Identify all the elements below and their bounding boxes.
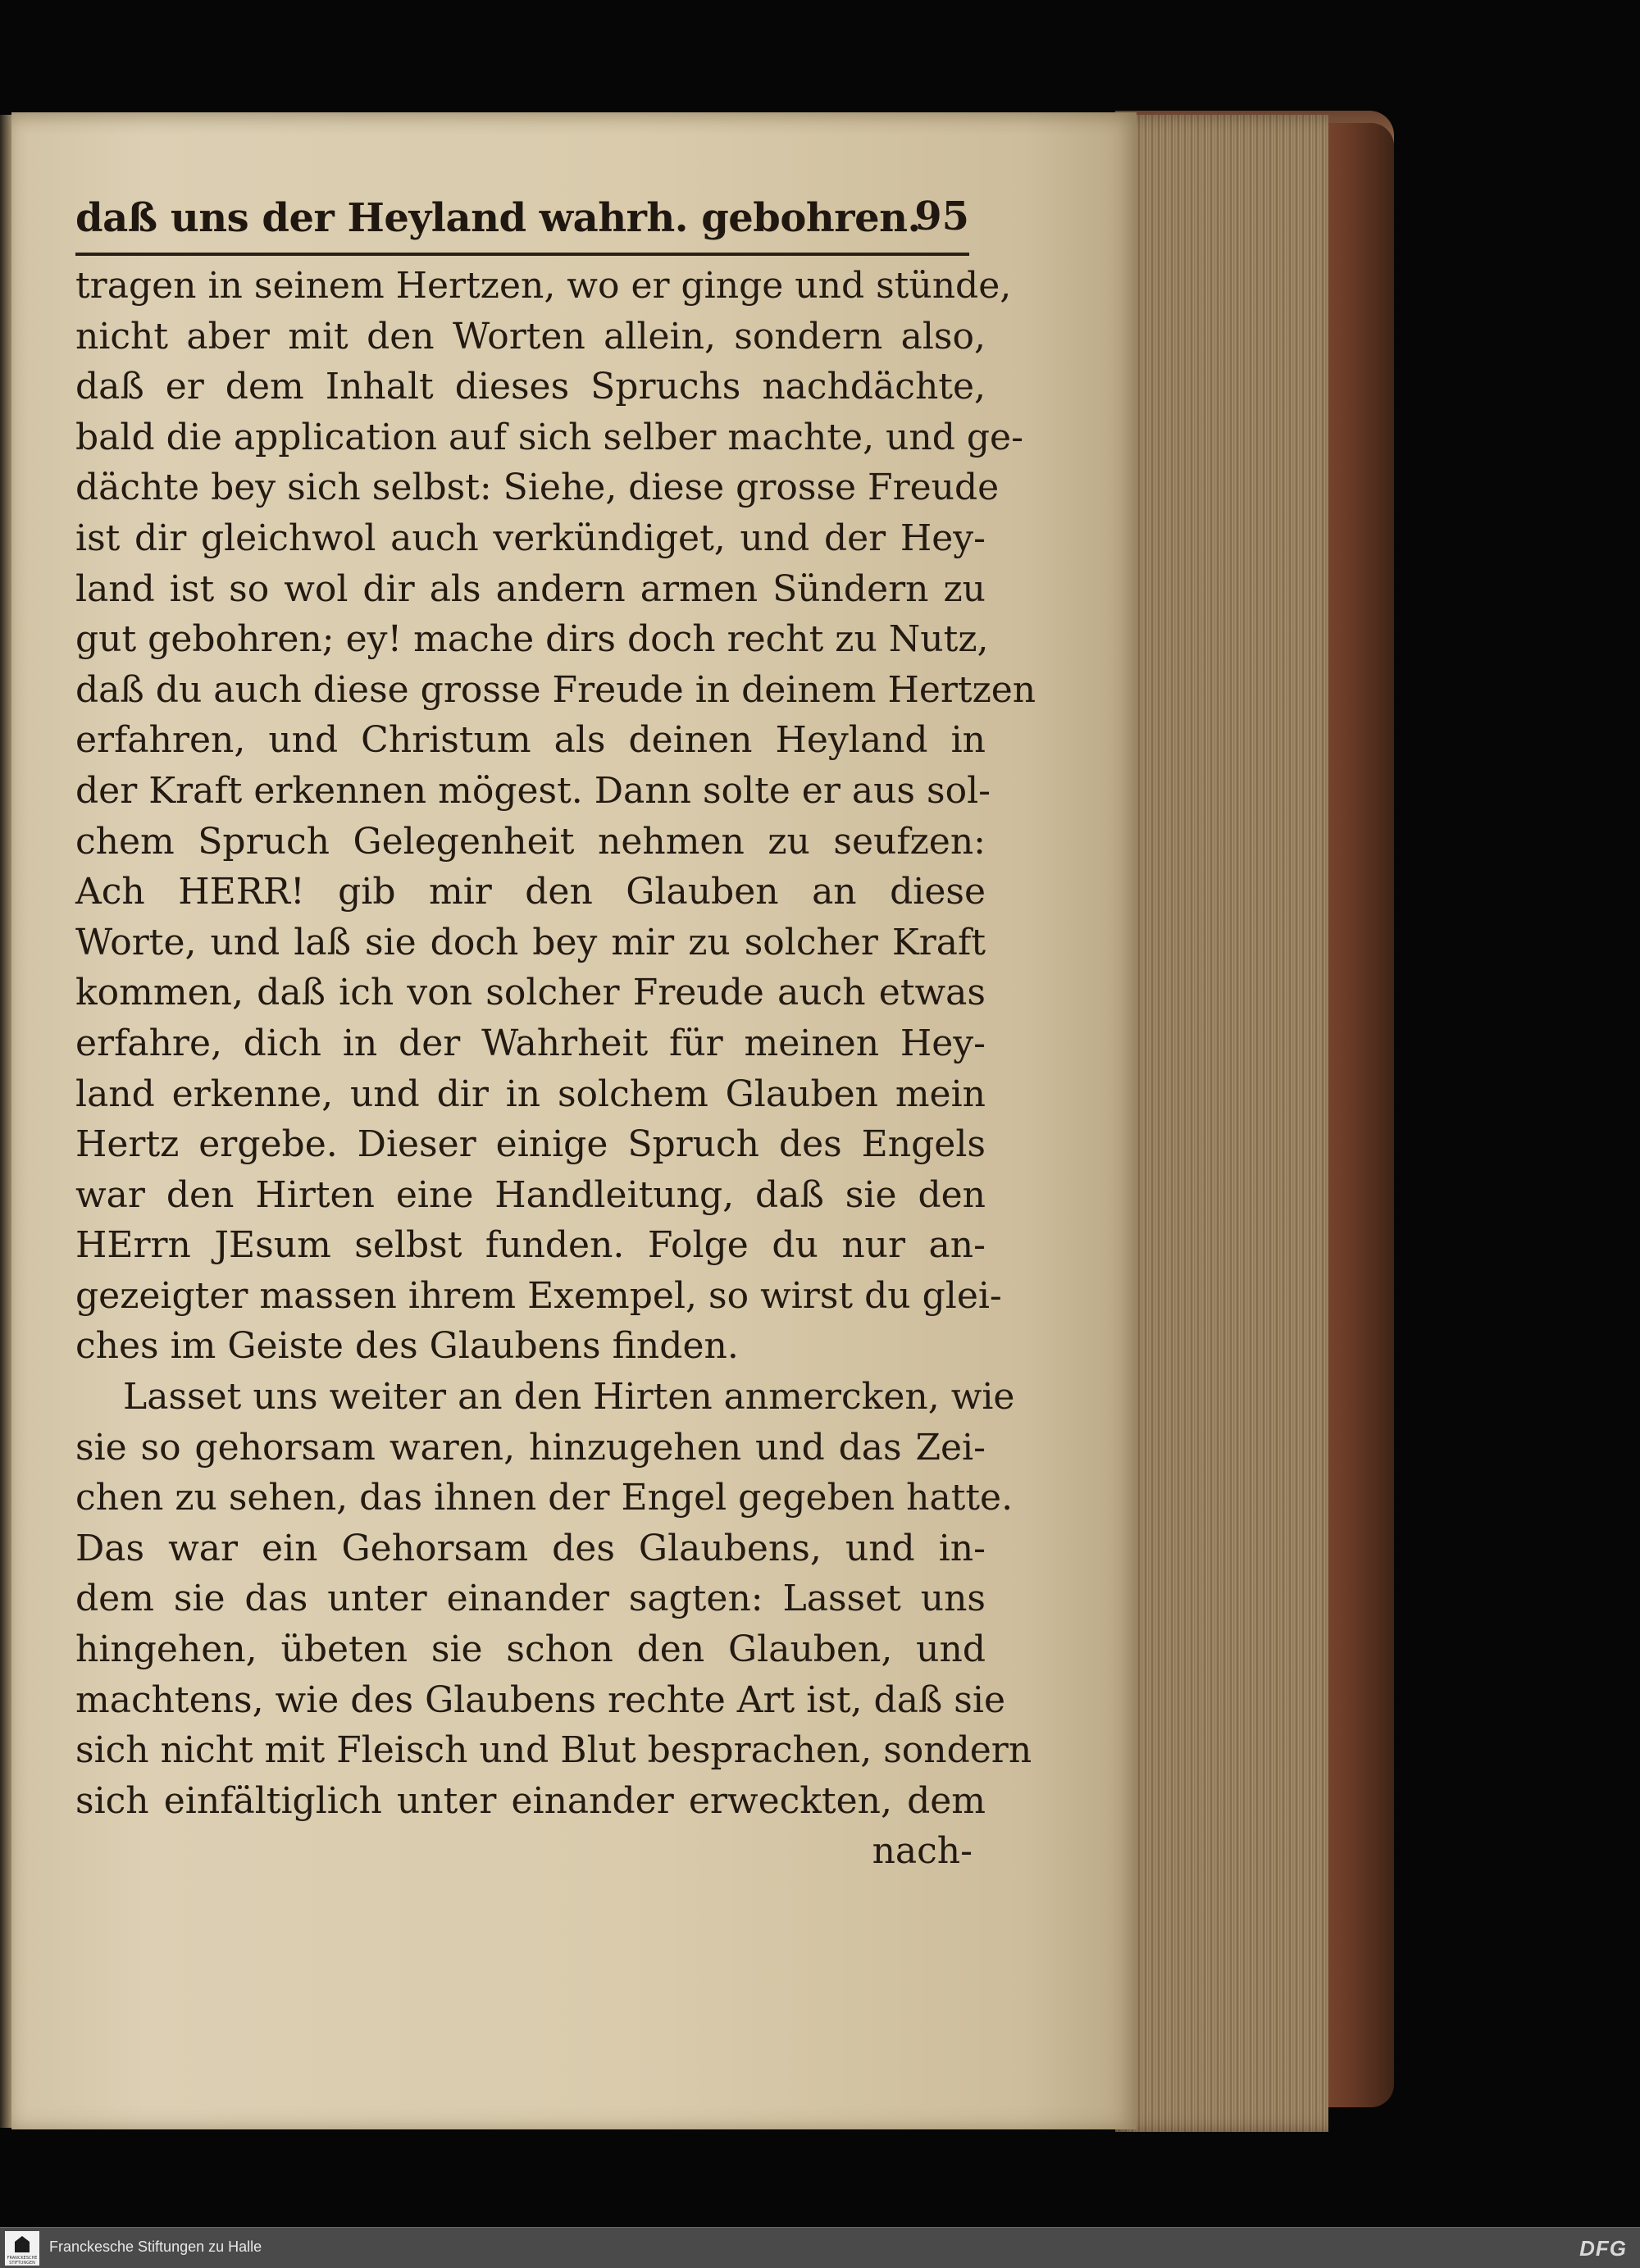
running-header xyxy=(75,190,969,256)
text-line: nicht aber mit den Worten allein, sondern also, xyxy=(75,315,986,358)
catchword: nach- xyxy=(872,1830,973,1873)
text-line: erfahre, dich in der Wahrheit für meinen Hey- xyxy=(75,1022,986,1064)
text-line: Worte, und laß sie doch bey mir zu solcher Kraft xyxy=(75,921,986,963)
text-line: gezeigter massen ihrem Exempel, so wirst du glei- xyxy=(75,1274,1002,1317)
text-line: chem Spruch Gelegenheit nehmen zu seufzen: xyxy=(75,820,986,863)
dfg-logo[interactable]: DFG xyxy=(1579,2236,1627,2261)
text-line: sie so gehorsam waren, hinzugehen und das Zei- xyxy=(75,1426,986,1469)
text-line: Ach HERR! gib mir den Glauben an diese xyxy=(75,871,986,913)
text-line: HErrn JEsum selbst funden. Folge du nur an- xyxy=(75,1224,986,1267)
text-line: sich einfältiglich unter einander erweckten, dem xyxy=(75,1779,986,1822)
viewer-footer xyxy=(0,2227,1640,2268)
text-line: der Kraft erkennen mögest. Dann solte er aus sol- xyxy=(75,769,991,812)
page-text xyxy=(75,261,1036,1877)
text-line: ist dir gleichwol auch verkündiget, und der Hey- xyxy=(75,517,986,559)
text-line: tragen in seinem Hertzen, wo er ginge und stünde, xyxy=(75,265,1012,307)
running-head-title: daß uns der Heyland wahrh. gebohren. xyxy=(75,195,921,241)
institution-logo[interactable] xyxy=(5,2231,39,2266)
text-line: dächte bey sich selbst: Siehe, diese grosse Freude xyxy=(75,467,1000,509)
institution-name: Franckesche Stiftungen zu Halle xyxy=(49,2238,262,2255)
page-number: 95 xyxy=(914,194,969,239)
text-line: ches im Geiste des Glaubens finden. xyxy=(75,1325,739,1368)
text-line: gut gebohren; ey! mache dirs doch recht zu Nutz, xyxy=(75,618,989,661)
text-line: dem sie das unter einander sagten: Lasset uns xyxy=(75,1578,986,1620)
text-line: Das war ein Gehorsam des Glaubens, und in- xyxy=(75,1527,986,1569)
building-icon xyxy=(15,2236,30,2252)
text-line: hingehen, übeten sie schon den Glauben, und xyxy=(75,1628,986,1671)
text-line: Hertz ergebe. Dieser einige Spruch des Engels xyxy=(75,1123,986,1166)
text-line: machtens, wie des Glaubens rechte Art ist, daß sie xyxy=(75,1678,1005,1721)
logo-text: FRANCKESCHE STIFTUNGEN xyxy=(7,2256,38,2266)
text-line: sich nicht mit Fleisch und Blut besprachen, sondern xyxy=(75,1729,1032,1772)
text-line: bald die application auf sich selber machte, und ge- xyxy=(75,416,1023,458)
header-rule xyxy=(75,253,969,256)
text-line: chen zu sehen, das ihnen der Engel gegeben hatte. xyxy=(75,1477,1014,1519)
text-line: war den Hirten eine Handleitung, daß sie den xyxy=(75,1173,986,1216)
text-line: land erkenne, und dir in solchem Glauben mein xyxy=(75,1073,986,1115)
text-line: erfahren, und Christum als deinen Heyland in xyxy=(75,719,986,762)
text-line: daß er dem Inhalt dieses Spruchs nachdächte, xyxy=(75,366,986,408)
text-line: daß du auch diese grosse Freude in deinem Hertzen xyxy=(75,668,1036,711)
text-line: land ist so wol dir als andern armen Sündern zu xyxy=(75,567,986,610)
page-fore-edge xyxy=(1115,115,1328,2132)
text-line: Lasset uns weiter an den Hirten anmercken, wie xyxy=(123,1376,1015,1419)
text-line: kommen, daß ich von solcher Freude auch etwas xyxy=(75,972,986,1014)
